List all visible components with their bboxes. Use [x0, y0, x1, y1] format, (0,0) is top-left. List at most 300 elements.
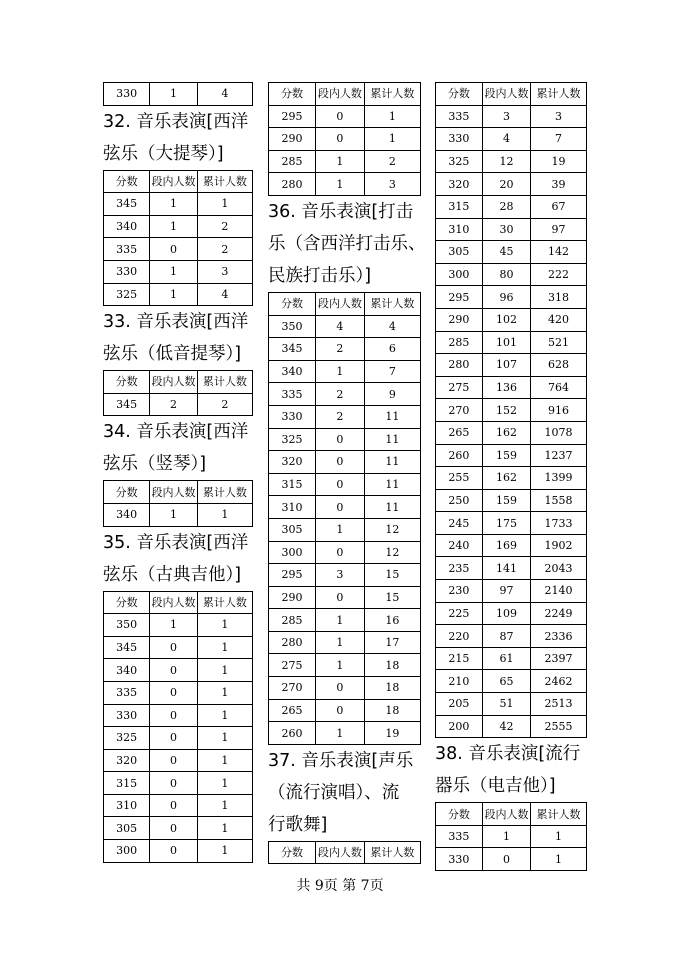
segment-count-header: 段内人数: [482, 803, 530, 826]
table-row: [269, 518, 421, 541]
segment-count-cell: 1: [316, 518, 365, 541]
score-cell: 325: [104, 727, 150, 750]
segment-count-cell: 169: [482, 534, 530, 557]
segment-count-cell: 1: [316, 722, 365, 745]
segment-count-cell: 51: [482, 693, 530, 716]
cumulative-count-cell: 3: [531, 105, 587, 128]
segment-count-cell: 2: [316, 383, 365, 406]
cumulative-count-cell: 764: [531, 376, 587, 399]
score-cell: 345: [104, 636, 150, 659]
score-cell: 295: [269, 564, 316, 587]
score-table: [435, 82, 587, 738]
cumulative-count-cell: 12: [364, 541, 420, 564]
segment-count-cell: 61: [482, 647, 530, 670]
table-row: [269, 451, 421, 474]
segment-count-cell: 102: [482, 308, 530, 331]
table-row: [104, 283, 253, 306]
segment-count-cell: 1: [316, 173, 365, 196]
score-table: [103, 170, 253, 307]
score-cell: 330: [436, 128, 483, 151]
score-cell: 210: [436, 670, 483, 693]
cumulative-count-cell: 1902: [531, 534, 587, 557]
score-cell: 305: [436, 241, 483, 264]
segment-count-cell: 159: [482, 444, 530, 467]
segment-count-cell: 0: [150, 727, 198, 750]
segment-count-cell: 0: [316, 541, 365, 564]
cumulative-count-cell: 17: [364, 631, 420, 654]
page-footer: 共 9页 第 7页: [296, 878, 384, 894]
table-row: [436, 625, 587, 648]
score-cell: 285: [269, 609, 316, 632]
segment-count-cell: 30: [482, 218, 530, 241]
score-cell: 315: [104, 772, 150, 795]
score-cell: 330: [104, 704, 150, 727]
score-cell: 335: [104, 681, 150, 704]
segment-count-header: 段内人数: [316, 841, 365, 864]
cumulative-count-cell: 2249: [531, 602, 587, 625]
cumulative-count-cell: 1: [531, 825, 587, 848]
segment-count-cell: 0: [316, 451, 365, 474]
cumulative-count-cell: 3: [197, 260, 252, 283]
cumulative-count-header: 累计人数: [197, 481, 252, 504]
score-cell: 290: [269, 586, 316, 609]
cumulative-count-cell: 2336: [531, 625, 587, 648]
cumulative-count-cell: 2513: [531, 693, 587, 716]
section-heading-line: 33. 音乐表演[西洋: [103, 312, 249, 333]
table-row: [436, 444, 587, 467]
table-row: [104, 727, 253, 750]
segment-count-cell: 1: [150, 83, 198, 106]
segment-count-cell: 2: [150, 393, 198, 416]
segment-count-cell: 80: [482, 263, 530, 286]
segment-count-cell: 3: [482, 105, 530, 128]
table-row: [269, 631, 421, 654]
score-cell: 320: [104, 749, 150, 772]
segment-count-cell: 4: [482, 128, 530, 151]
segment-count-cell: 0: [316, 677, 365, 700]
segment-count-cell: 87: [482, 625, 530, 648]
score-cell: 280: [436, 354, 483, 377]
score-cell: 340: [104, 215, 150, 238]
score-cell: 265: [269, 699, 316, 722]
segment-count-header: 段内人数: [150, 481, 198, 504]
score-cell: 310: [269, 496, 316, 519]
segment-count-header: 段内人数: [316, 83, 365, 106]
table-row: [436, 647, 587, 670]
cumulative-count-header: 累计人数: [531, 803, 587, 826]
table-row: [104, 772, 253, 795]
segment-count-cell: 136: [482, 376, 530, 399]
score-cell: 235: [436, 557, 483, 580]
score-cell: 275: [436, 376, 483, 399]
table-row: [269, 541, 421, 564]
table-row: [436, 399, 587, 422]
section-heading-line: 民族打击乐）]: [268, 265, 372, 286]
cumulative-count-cell: 1399: [531, 467, 587, 490]
cumulative-count-cell: 2: [197, 215, 252, 238]
score-cell: 300: [269, 541, 316, 564]
section-heading-line: 器乐（电吉他）]: [435, 776, 556, 797]
segment-count-cell: 152: [482, 399, 530, 422]
score-cell: 220: [436, 625, 483, 648]
column-3: [435, 82, 587, 871]
score-cell: 290: [436, 308, 483, 331]
section-heading-line: 弦乐（古典吉他）]: [103, 564, 242, 585]
section-heading-line: （流行演唱）、流: [268, 782, 400, 803]
segment-count-cell: 1: [150, 193, 198, 216]
score-cell: 325: [269, 428, 316, 451]
section-heading-line: 32. 音乐表演[西洋: [103, 111, 249, 132]
score-header: 分数: [104, 371, 150, 394]
table-row: [104, 817, 253, 840]
cumulative-count-cell: 7: [531, 128, 587, 151]
table-header-row: [436, 83, 587, 106]
section-heading-line: 38. 音乐表演[流行: [435, 744, 581, 765]
cumulative-count-cell: 1558: [531, 489, 587, 512]
segment-count-header: 段内人数: [150, 591, 198, 614]
table-row: [436, 376, 587, 399]
cumulative-count-cell: 222: [531, 263, 587, 286]
table-row: [436, 670, 587, 693]
segment-count-cell: 0: [316, 128, 365, 151]
table-header-row: [104, 170, 253, 193]
cumulative-count-cell: 6: [364, 338, 420, 361]
cumulative-count-cell: 11: [364, 451, 420, 474]
cumulative-count-cell: 1: [364, 128, 420, 151]
segment-count-cell: 0: [316, 699, 365, 722]
table-row: [436, 128, 587, 151]
cumulative-count-cell: 3: [364, 173, 420, 196]
cumulative-count-cell: 1: [197, 817, 252, 840]
section-heading-line: 37. 音乐表演[声乐: [268, 750, 414, 771]
segment-count-cell: 1: [150, 614, 198, 637]
segment-count-cell: 0: [316, 496, 365, 519]
cumulative-count-cell: 1: [197, 840, 252, 863]
segment-count-cell: 96: [482, 286, 530, 309]
section-heading-line: 34. 音乐表演[西洋: [103, 422, 249, 443]
score-cell: 345: [104, 193, 150, 216]
score-cell: 340: [104, 503, 150, 526]
segment-count-cell: 1: [316, 631, 365, 654]
cumulative-count-cell: 1: [197, 636, 252, 659]
score-cell: 290: [269, 128, 316, 151]
table-row: [104, 681, 253, 704]
segment-count-cell: 175: [482, 512, 530, 535]
segment-count-cell: 0: [316, 473, 365, 496]
segment-count-cell: 1: [316, 360, 365, 383]
table-row: [436, 173, 587, 196]
cumulative-count-cell: 15: [364, 564, 420, 587]
score-cell: 335: [104, 238, 150, 261]
section-heading-line: 乐（含西洋打击乐、: [268, 233, 426, 254]
score-cell: 215: [436, 647, 483, 670]
segment-count-cell: 3: [316, 564, 365, 587]
table-row: [269, 654, 421, 677]
score-header: 分数: [436, 803, 483, 826]
table-row: [436, 715, 587, 738]
segment-count-cell: 0: [482, 848, 530, 871]
score-cell: 275: [269, 654, 316, 677]
segment-count-header: 段内人数: [482, 83, 530, 106]
section-heading-line: 行歌舞]: [268, 814, 328, 835]
score-header: 分数: [269, 83, 316, 106]
score-cell: 330: [104, 83, 150, 106]
segment-count-cell: 1: [150, 503, 198, 526]
score-cell: 340: [104, 659, 150, 682]
segment-count-cell: 65: [482, 670, 530, 693]
score-cell: 200: [436, 715, 483, 738]
score-cell: 330: [436, 848, 483, 871]
table-row: [269, 564, 421, 587]
table-row: [436, 467, 587, 490]
score-cell: 325: [104, 283, 150, 306]
table-row: [104, 503, 253, 526]
segment-count-cell: 162: [482, 421, 530, 444]
table-row: [436, 241, 587, 264]
segment-count-cell: 1: [316, 150, 365, 173]
segment-count-cell: 0: [316, 586, 365, 609]
score-header: 分数: [269, 841, 316, 864]
cumulative-count-header: 累计人数: [197, 591, 252, 614]
cumulative-count-header: 累计人数: [364, 292, 420, 315]
score-cell: 295: [269, 105, 316, 128]
score-header: 分数: [436, 83, 483, 106]
segment-count-cell: 2: [316, 405, 365, 428]
segment-count-cell: 0: [150, 840, 198, 863]
score-cell: 315: [436, 195, 483, 218]
table-header-row: [104, 371, 253, 394]
score-table: [268, 82, 421, 196]
table-row: [436, 421, 587, 444]
segment-count-cell: 4: [316, 315, 365, 338]
score-cell: 330: [269, 405, 316, 428]
cumulative-count-cell: 1: [197, 659, 252, 682]
table-row: [104, 238, 253, 261]
segment-count-cell: 0: [150, 238, 198, 261]
section-heading-line: 36. 音乐表演[打击: [268, 201, 414, 222]
table-row: [436, 825, 587, 848]
table-row: [269, 677, 421, 700]
score-cell: 350: [104, 614, 150, 637]
score-cell: 225: [436, 602, 483, 625]
table-row: [436, 693, 587, 716]
segment-count-cell: 42: [482, 715, 530, 738]
table-row: [436, 534, 587, 557]
cumulative-count-cell: 67: [531, 195, 587, 218]
cumulative-count-header: 累计人数: [364, 841, 420, 864]
score-cell: 260: [269, 722, 316, 745]
score-table: [103, 591, 253, 863]
cumulative-count-cell: 1733: [531, 512, 587, 535]
table-row: [269, 338, 421, 361]
score-cell: 280: [269, 173, 316, 196]
cumulative-count-header: 累计人数: [197, 371, 252, 394]
score-cell: 320: [269, 451, 316, 474]
table-row: [269, 473, 421, 496]
score-cell: 310: [436, 218, 483, 241]
table-row: [436, 105, 587, 128]
cumulative-count-cell: 12: [364, 518, 420, 541]
cumulative-count-cell: 1078: [531, 421, 587, 444]
score-table: [268, 292, 421, 745]
segment-count-cell: 0: [150, 794, 198, 817]
score-table: [103, 82, 253, 106]
segment-count-cell: 0: [150, 659, 198, 682]
section-heading-line: 弦乐（低音提琴）]: [103, 344, 242, 365]
table-row: [269, 315, 421, 338]
segment-count-header: 段内人数: [316, 292, 365, 315]
score-cell: 320: [436, 173, 483, 196]
score-header: 分数: [104, 481, 150, 504]
segment-count-cell: 0: [150, 749, 198, 772]
segment-count-cell: 97: [482, 580, 530, 603]
table-header-row: [269, 841, 421, 864]
column-2: [268, 82, 426, 864]
cumulative-count-cell: 420: [531, 308, 587, 331]
table-row: [436, 308, 587, 331]
segment-count-cell: 28: [482, 195, 530, 218]
cumulative-count-cell: 2: [197, 393, 252, 416]
segment-count-cell: 109: [482, 602, 530, 625]
table-row: [104, 614, 253, 637]
score-cell: 270: [436, 399, 483, 422]
table-row: [104, 193, 253, 216]
score-cell: 335: [436, 105, 483, 128]
cumulative-count-cell: 1: [197, 727, 252, 750]
table-row: [269, 383, 421, 406]
score-cell: 335: [436, 825, 483, 848]
score-cell: 345: [269, 338, 316, 361]
table-row: [436, 150, 587, 173]
cumulative-count-cell: 4: [197, 83, 252, 106]
cumulative-count-cell: 1: [197, 193, 252, 216]
score-cell: 345: [104, 393, 150, 416]
table-row: [269, 496, 421, 519]
table-row: [104, 749, 253, 772]
cumulative-count-cell: 4: [197, 283, 252, 306]
segment-count-cell: 0: [150, 681, 198, 704]
score-header: 分数: [104, 170, 150, 193]
cumulative-count-header: 累计人数: [364, 83, 420, 106]
table-row: [104, 260, 253, 283]
cumulative-count-header: 累计人数: [197, 170, 252, 193]
score-cell: 270: [269, 677, 316, 700]
table-row: [269, 173, 421, 196]
table-row: [269, 150, 421, 173]
segment-count-cell: 1: [150, 260, 198, 283]
score-cell: 310: [104, 794, 150, 817]
table-row: [269, 105, 421, 128]
cumulative-count-cell: 11: [364, 496, 420, 519]
section-heading-line: 弦乐（竖琴）]: [103, 454, 207, 475]
segment-count-cell: 1: [150, 215, 198, 238]
segment-count-cell: 0: [150, 817, 198, 840]
table-row: [104, 704, 253, 727]
score-cell: 240: [436, 534, 483, 557]
segment-count-cell: 159: [482, 489, 530, 512]
table-row: [436, 557, 587, 580]
table-row: [269, 360, 421, 383]
table-row: [104, 840, 253, 863]
cumulative-count-cell: 1: [197, 681, 252, 704]
table-row: [436, 354, 587, 377]
segment-count-header: 段内人数: [150, 170, 198, 193]
cumulative-count-header: 累计人数: [531, 83, 587, 106]
cumulative-count-cell: 1: [197, 772, 252, 795]
cumulative-count-cell: 18: [364, 654, 420, 677]
table-header-row: [269, 292, 421, 315]
cumulative-count-cell: 18: [364, 699, 420, 722]
cumulative-count-cell: 11: [364, 428, 420, 451]
cumulative-count-cell: 18: [364, 677, 420, 700]
segment-count-cell: 101: [482, 331, 530, 354]
segment-count-cell: 1: [316, 609, 365, 632]
cumulative-count-cell: 521: [531, 331, 587, 354]
segment-count-cell: 1: [150, 283, 198, 306]
cumulative-count-cell: 142: [531, 241, 587, 264]
score-cell: 295: [436, 286, 483, 309]
cumulative-count-cell: 628: [531, 354, 587, 377]
score-cell: 315: [269, 473, 316, 496]
table-row: [436, 489, 587, 512]
score-cell: 350: [269, 315, 316, 338]
cumulative-count-cell: 19: [364, 722, 420, 745]
segment-count-cell: 1: [316, 654, 365, 677]
table-row: [104, 659, 253, 682]
score-cell: 260: [436, 444, 483, 467]
score-table: [103, 480, 253, 526]
cumulative-count-cell: 97: [531, 218, 587, 241]
segment-count-cell: 0: [316, 428, 365, 451]
score-cell: 265: [436, 421, 483, 444]
segment-count-cell: 0: [150, 704, 198, 727]
section-heading-line: 35. 音乐表演[西洋: [103, 532, 249, 553]
score-cell: 300: [436, 263, 483, 286]
table-row: [436, 218, 587, 241]
cumulative-count-cell: 11: [364, 405, 420, 428]
score-cell: 305: [104, 817, 150, 840]
score-cell: 285: [269, 150, 316, 173]
table-row: [436, 195, 587, 218]
score-cell: 335: [269, 383, 316, 406]
table-row: [104, 794, 253, 817]
cumulative-count-cell: 7: [364, 360, 420, 383]
cumulative-count-cell: 916: [531, 399, 587, 422]
segment-count-cell: 0: [316, 105, 365, 128]
table-row: [436, 848, 587, 871]
score-cell: 330: [104, 260, 150, 283]
cumulative-count-cell: 9: [364, 383, 420, 406]
table-header-row: [436, 803, 587, 826]
cumulative-count-cell: 39: [531, 173, 587, 196]
cumulative-count-cell: 1: [197, 503, 252, 526]
table-row: [269, 586, 421, 609]
score-cell: 245: [436, 512, 483, 535]
segment-count-cell: 0: [150, 772, 198, 795]
score-header: 分数: [104, 591, 150, 614]
table-row: [436, 286, 587, 309]
cumulative-count-cell: 15: [364, 586, 420, 609]
cumulative-count-cell: 4: [364, 315, 420, 338]
cumulative-count-cell: 1: [197, 614, 252, 637]
segment-count-cell: 20: [482, 173, 530, 196]
cumulative-count-cell: 1: [197, 794, 252, 817]
cumulative-count-cell: 11: [364, 473, 420, 496]
score-cell: 325: [436, 150, 483, 173]
table-row: [104, 215, 253, 238]
segment-count-cell: 162: [482, 467, 530, 490]
cumulative-count-cell: 2555: [531, 715, 587, 738]
